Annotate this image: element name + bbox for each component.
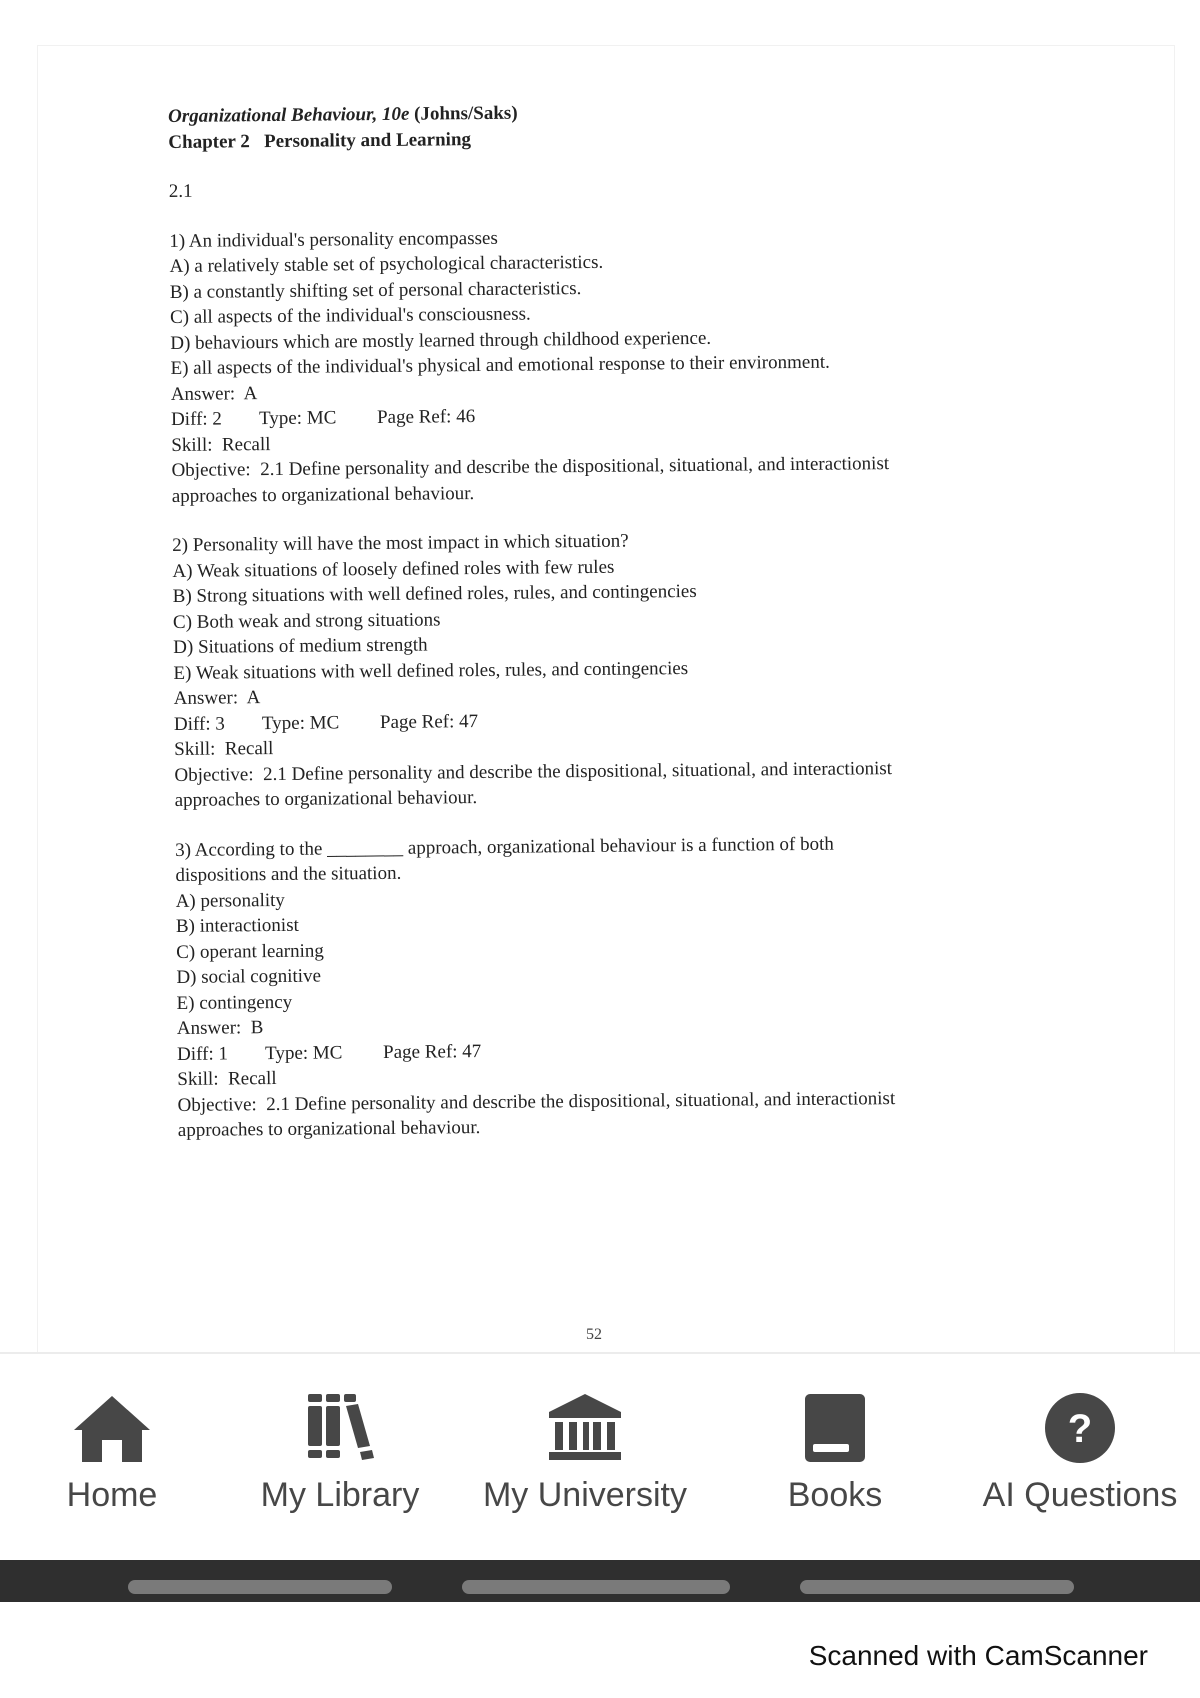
objective-continued: approaches to organizational behaviour. (177, 1117, 481, 1141)
difficulty: Diff: 2 (170, 408, 222, 430)
scanner-credit: Scanned with CamScanner (808, 1640, 1148, 1671)
question-stem: 3) According to the ________ approach, organizational behaviour is a function of both (175, 833, 834, 861)
answer-option: B) interactionist (175, 914, 299, 937)
answer-option: E) Weak situations with well defined roles, rules, and contingencies (173, 657, 689, 684)
answer-option: A) a relatively stable set of psychological characteristics. (169, 251, 604, 277)
nav-home-label: Home (66, 1476, 158, 1514)
page-number: 52 (586, 1326, 602, 1343)
answer-option: C) operant learning (176, 940, 324, 963)
answer-option: A) personality (175, 889, 285, 912)
answer-key: Answer: A (170, 382, 258, 405)
question-stem: 1) An individual's personality encompasses (169, 227, 498, 252)
gesture-pill (462, 1580, 730, 1594)
gesture-pill (800, 1580, 1074, 1594)
question-type: Type: MC (261, 711, 340, 734)
page-reference: Page Ref: 46 (376, 406, 476, 429)
answer-option: B) a constantly shifting set of personal characteristics. (169, 277, 582, 303)
nav-books[interactable] (760, 1354, 910, 1562)
answer-option: C) all aspects of the individual's consciousness. (169, 303, 531, 328)
nav-ai-questions[interactable] (970, 1354, 1190, 1562)
objective-continued: approaches to organizational behaviour. (174, 787, 478, 811)
university-icon (545, 1390, 625, 1466)
gesture-pill (128, 1580, 392, 1594)
question-stem: 2) Personality will have the most impact in which situation? (172, 530, 629, 556)
answer-option: A) Weak situations of loosely defined roles with few rules (172, 556, 615, 582)
question-1 (169, 220, 1052, 509)
book-authors: (Johns/Saks) (414, 102, 518, 125)
skill: Skill: Recall (177, 1068, 277, 1090)
library-icon (300, 1390, 380, 1466)
answer-option: E) all aspects of the individual's physical and emotional response to their environment. (170, 351, 830, 379)
home-icon (72, 1390, 152, 1466)
objective-continued: approaches to organizational behaviour. (171, 482, 475, 507)
document-text (168, 96, 1058, 1144)
top-strip (0, 0, 1200, 46)
skill: Skill: Recall (174, 738, 274, 760)
nav-my-library-label: My Library (260, 1476, 420, 1514)
nav-home[interactable] (22, 1354, 202, 1562)
nav-my-university[interactable] (470, 1354, 700, 1562)
answer-option: E) contingency (176, 991, 293, 1014)
chapter-title: Chapter 2 Personality and Learning (168, 128, 472, 153)
answer-option: B) Strong situations with well defined roles, rules, and contingencies (172, 580, 697, 607)
objective: Objective: 2.1 Define personality and describe the dispositional, situational, and interactionist (171, 453, 890, 481)
skill: Skill: Recall (171, 433, 271, 456)
objective: Objective: 2.1 Define personality and describe the dispositional, situational, and interactionist (174, 757, 893, 786)
question-type: Type: MC (265, 1041, 343, 1064)
question-stem-continued: dispositions and the situation. (175, 862, 402, 886)
answer-key: Answer: A (173, 687, 261, 709)
nav-books-label: Books (787, 1476, 883, 1514)
bottom-navigation (0, 1352, 1200, 1562)
answer-key: Answer: B (176, 1017, 264, 1039)
footer (0, 1602, 1200, 1698)
svg-text:?: ? (1067, 1407, 1093, 1451)
book-title: Organizational Behaviour, 10e (168, 103, 410, 127)
answer-option: D) social cognitive (176, 965, 322, 988)
answer-option: C) Both weak and strong situations (172, 608, 441, 633)
nav-ai-questions-label: AI Questions (982, 1476, 1178, 1514)
question-type: Type: MC (258, 407, 337, 430)
question-2 (172, 525, 1055, 814)
page-reference: Page Ref: 47 (379, 710, 479, 733)
difficulty: Diff: 1 (177, 1042, 229, 1065)
nav-my-university-label: My University (482, 1476, 688, 1514)
system-gesture-bar (0, 1560, 1200, 1602)
objective: Objective: 2.1 Define personality and describe the dispositional, situational, and interactionist (177, 1087, 896, 1116)
page-reference: Page Ref: 47 (383, 1040, 482, 1063)
book-icon (795, 1390, 875, 1466)
difficulty: Diff: 3 (173, 712, 225, 735)
answer-option: D) Situations of medium strength (173, 634, 428, 658)
nav-my-library[interactable] (240, 1354, 440, 1562)
question-3 (175, 829, 1058, 1143)
question-icon (1040, 1390, 1120, 1466)
answer-option: D) behaviours which are mostly learned through childhood experience. (170, 327, 712, 354)
section-number: 2.1 (168, 180, 193, 202)
